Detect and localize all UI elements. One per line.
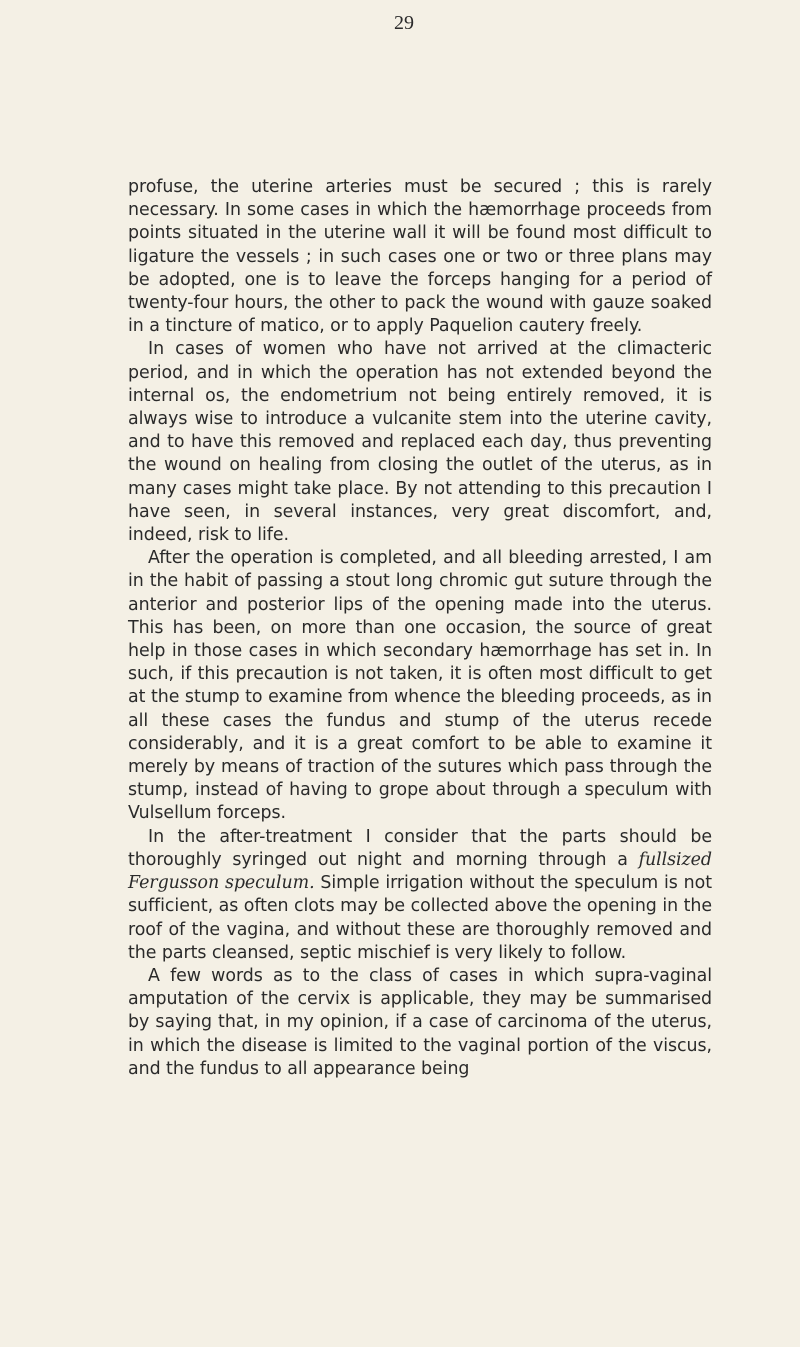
body-text: [128, 176, 712, 1081]
paragraph-1: profuse, the uterine arteries must be secured ; this is rarely necessary. In some cases in which the hæmorrhage proceeds from points situated in the uterine wall it will be found most difficult to ligature the vessels ; in such cases one or two or three plans may be adopted, one is to leave the forceps hanging for a period of twenty-four hours, the other to pack the wound with gauze soaked in a tincture of matico, or to apply Paquelion cautery freely.: [128, 177, 712, 337]
paragraph-4-emphasis: fullsized Fergusson speculum.: [128, 849, 712, 894]
paragraph-5: A few words as to the class of cases in which supra-vaginal amputation of the cervix is applicable, they may be summarised by saying that, in my opinion, if a case of carcinoma of the uterus, in which the disease is limited to the vaginal portion of the viscus, and the fundus to all appearance being: [128, 965, 712, 1079]
page-number: 29: [394, 12, 414, 34]
paragraph-4-text-after: Simple irrigation without the speculum is not sufficient, as often clots may be collected above the opening in the roof of the vagina, and without these are thoroughly removed and the parts cleansed, septic mischief is very likely to follow.: [128, 873, 712, 963]
paragraph-4-text-before: In the after-treatment I consider that the parts should be thoroughly syringed out night and morning through a: [128, 826, 712, 870]
paragraph-2: In cases of women who have not arrived at the climacteric period, and in which the operation has not extended beyond the internal os, the endometrium not being entirely removed, it is always wise to introduce a vulcanite stem into the uterine cavity, and to have this removed and replaced each day, thus preventing the wound on healing from closing the outlet of the uterus, as in many cases might take place. By not attending to this precaution I have seen, in several instances, very great discomfort, and, indeed, risk to life.: [128, 339, 712, 546]
paragraph-3: After the operation is completed, and all bleeding arrested, I am in the habit of passing a stout long chromic gut suture through the anterior and posterior lips of the opening made into the uterus. This has been, on more than one occasion, the source of great help in those cases in which secondary hæmorrhage has set in. In such, if this precaution is not taken, it is often most difficult to get at the stump to examine from whence the bleeding proceeds, as in all these cases the fundus and stump of the uterus recede considerably, and it is a great comfort to be able to examine it merely by means of traction of the sutures which pass through the stump, instead of having to grope about through a speculum with Vulsellum forceps.: [128, 548, 712, 824]
paragraph-4: [128, 826, 712, 965]
